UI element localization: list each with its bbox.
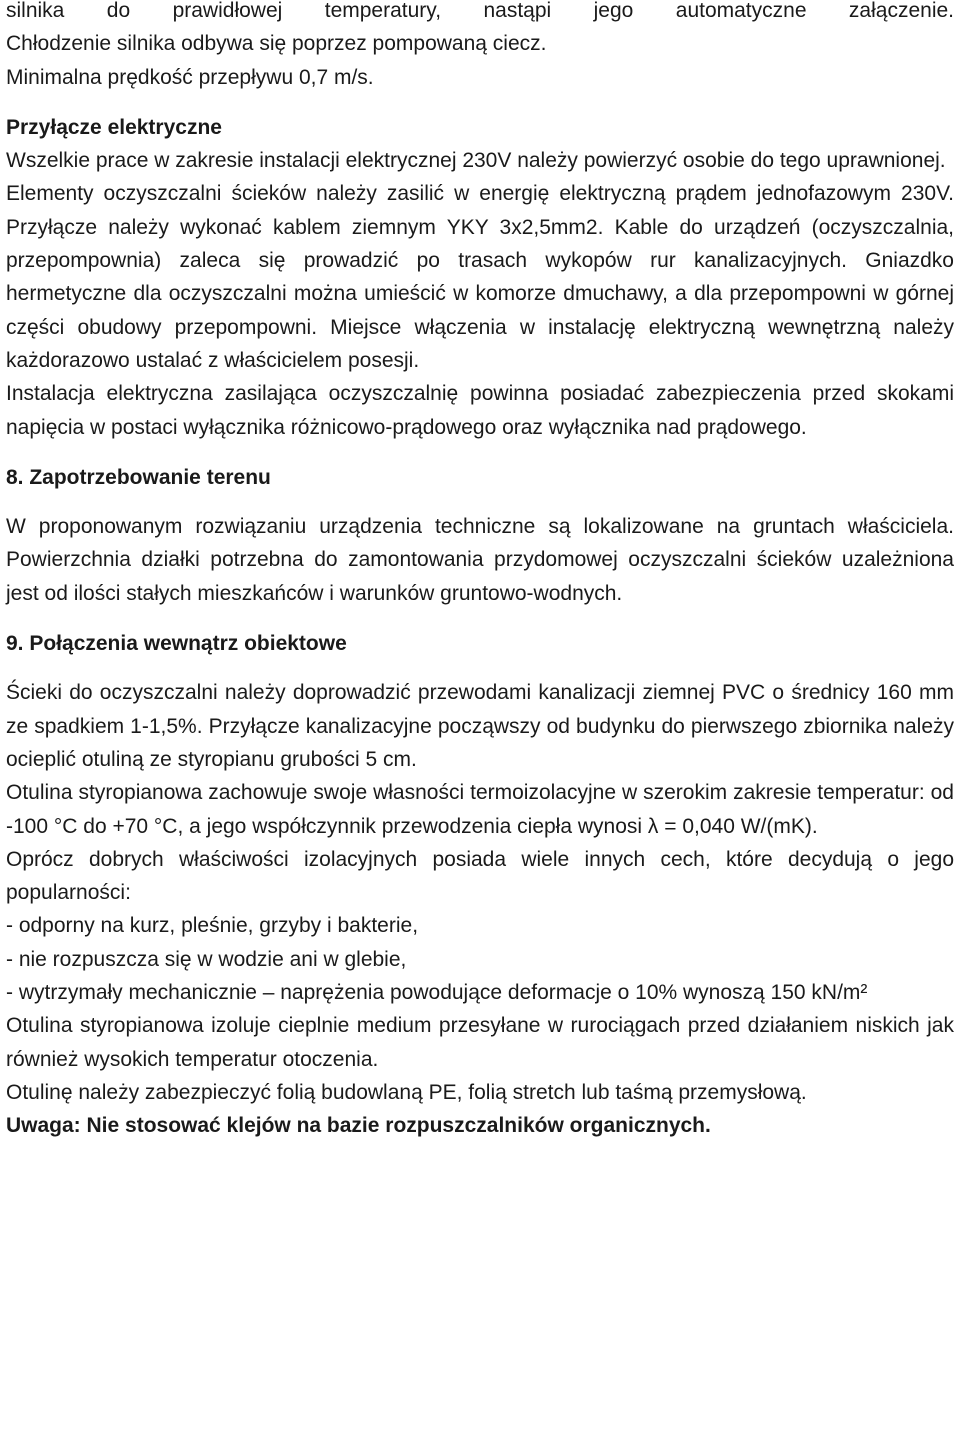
document-page bbox=[6, 0, 954, 1143]
list-item-1: - odporny na kurz, pleśnie, grzyby i bakterie, bbox=[6, 914, 419, 938]
electrical-paragraph-1: Wszelkie prace w zakresie instalacji elektrycznej 230V należy powierzyć osobie do tego uprawnionej. bbox=[6, 149, 946, 173]
section-9-paragraph-1: Ścieki do oczyszczalni należy doprowadzić przewodami kanalizacji ziemnej PVC o średnicy 160 mm ze spadkiem 1-1,5%. Przyłącze kanalizacyjne począwszy od budynku do pierwszego zbiornika należy ocieplić otuliną ze styropianu grubości 5 cm. bbox=[6, 681, 954, 771]
section-9-paragraph-4: Otulina styropianowa izoluje cieplnie medium przesyłane w rurociągach przed działaniem niskich jak również wysokich temperatur otoczenia. bbox=[6, 1014, 954, 1071]
intro-line-2: Chłodzenie silnika odbywa się poprzez pompowaną ciecz. bbox=[6, 32, 547, 56]
electrical-paragraph-3: Instalacja elektryczna zasilająca oczyszczalnię powinna posiadać zabezpieczenia przed skokami napięcia w postaci wyłącznika różnicowo-prądowego oraz wyłącznika nad prądowego. bbox=[6, 382, 954, 439]
list-item-2: - nie rozpuszcza się w wodzie ani w glebie, bbox=[6, 947, 407, 971]
section-9-heading: 9. Połączenia wewnątrz obiektowe bbox=[6, 632, 347, 656]
electrical-paragraph-2: Elementy oczyszczalni ścieków należy zasilić w energię elektryczną prądem jednofazowym 230V. Przyłącze należy wykonać kablem ziemnym YKY 3x2,5mm2. Kable do urządzeń (oczyszczalnia, przepompownia) zaleca się prowadzić po trasach wykopów rur kanalizacyjnych. Gniazdko hermetyczne dla oczyszczalni można umieścić w komorze dmuchawy, a dla przepompowni w górnej części obudowy przepompowni. Miejsce włączenia w instalację elektryczną wewnętrzną należy każdorazowo ustalać z właścicielem posesji. bbox=[6, 182, 954, 372]
electrical-heading: Przyłącze elektryczne bbox=[6, 115, 222, 139]
intro-line-1: silnika do prawidłowej temperatury, nastąpi jego automatyczne załączenie. bbox=[6, 0, 954, 22]
warning-note: Uwaga: Nie stosować klejów na bazie rozpuszczalników organicznych. bbox=[6, 1114, 711, 1138]
section-9-paragraph-3: Oprócz dobrych właściwości izolacyjnych posiada wiele innych cech, które decydują o jego popularności: bbox=[6, 847, 954, 905]
list-item-3: - wytrzymały mechanicznie – naprężenia powodujące deformacje o 10% wynoszą 150 kN/m² bbox=[6, 981, 868, 1005]
section-8-heading: 8. Zapotrzebowanie terenu bbox=[6, 465, 271, 489]
intro-line-3: Minimalna prędkość przepływu 0,7 m/s. bbox=[6, 65, 374, 89]
section-9-paragraph-5: Otulinę należy zabezpieczyć folią budowlaną PE, folią stretch lub taśmą przemysłową. bbox=[6, 1080, 807, 1104]
section-8-paragraph: W proponowanym rozwiązaniu urządzenia techniczne są lokalizowane na gruntach właściciela. Powierzchnia działki potrzebna do zamontowania przydomowej oczyszczalni ścieków uzależniona jest od ilości stałych mieszkańców i warunków gruntowo-wodnych. bbox=[6, 515, 954, 605]
section-9-paragraph-2: Otulina styropianowa zachowuje swoje własności termoizolacyjne w szerokim zakresie temperatur: od -100 °C do +70 °C, a jego współczynnik przewodzenia ciepła wynosi λ = 0,040 W/(mK). bbox=[6, 781, 954, 838]
